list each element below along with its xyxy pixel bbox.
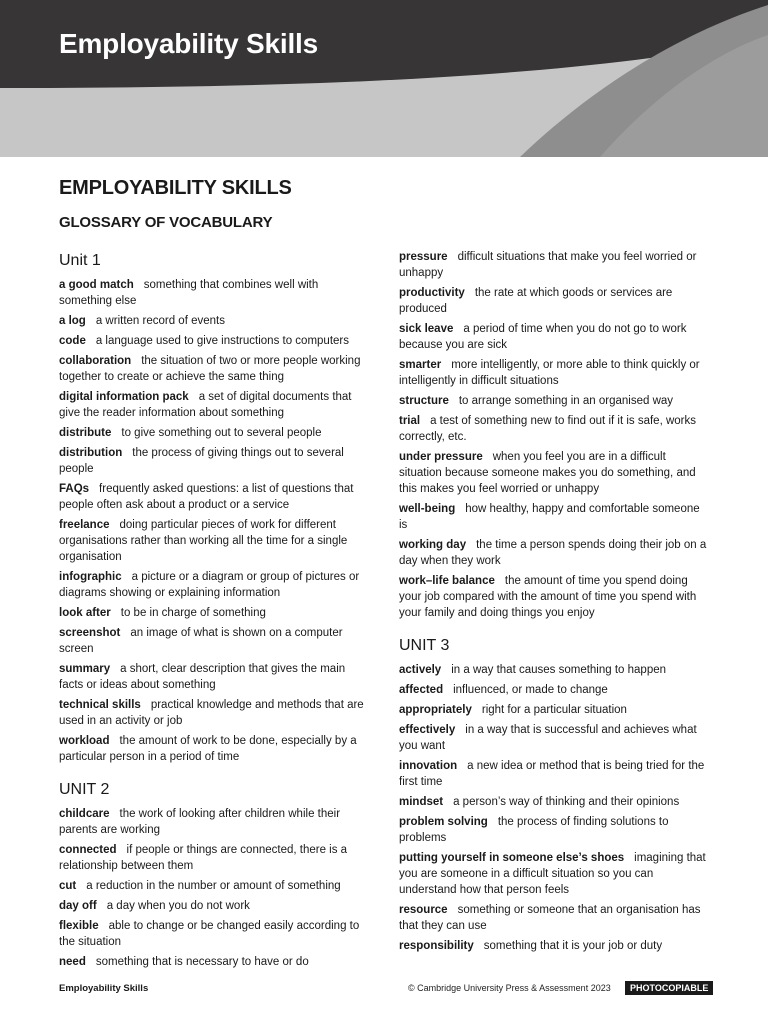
- glossary-term: FAQs: [59, 483, 90, 495]
- glossary-definition: a new idea or method that is being tried for the first time: [399, 760, 705, 788]
- glossary-definition: a written record of events: [95, 315, 225, 327]
- glossary-definition: the process of finding solutions to problems: [399, 816, 669, 844]
- banner-title: Employability Skills: [59, 28, 318, 59]
- glossary-term: problem solving: [399, 816, 488, 828]
- glossary-term: screenshot: [59, 627, 121, 639]
- glossary-entry: [399, 758, 711, 790]
- glossary-entry: [59, 842, 371, 874]
- glossary-entry: [399, 321, 711, 353]
- glossary-entry: [399, 794, 711, 810]
- glossary-term: collaboration: [59, 355, 132, 367]
- glossary-entry: [399, 537, 711, 569]
- glossary-entry: [59, 806, 371, 838]
- glossary-entry: [59, 569, 371, 601]
- glossary-term: smarter: [399, 359, 442, 371]
- glossary-entry: [59, 898, 371, 914]
- glossary-definition: a person’s way of thinking and their opinions: [453, 796, 680, 808]
- glossary-definition: the situation of two or more people working together to create or achieve the same thing: [59, 355, 361, 383]
- glossary-term: sick leave: [399, 323, 454, 335]
- glossary-definition: frequently asked questions: a list of questions that people often ask about a product or a service: [59, 483, 354, 511]
- glossary-entry: [399, 682, 711, 698]
- glossary-term: putting yourself in someone else’s shoes: [399, 852, 625, 864]
- glossary-entry: [59, 353, 371, 385]
- glossary-entry: [59, 733, 371, 765]
- glossary-definition: to give something out to several people: [121, 427, 322, 439]
- glossary-term: look after: [59, 607, 111, 619]
- glossary-term: appropriately: [399, 704, 472, 716]
- glossary-term: resource: [399, 904, 448, 916]
- glossary-entry: [59, 425, 371, 441]
- glossary-definition: the process of giving things out to several people: [59, 447, 344, 475]
- glossary-entry: [399, 938, 711, 954]
- unit-heading: Unit 1: [59, 252, 101, 269]
- glossary-definition: if people or things are connected, there is a relationship between them: [59, 844, 348, 872]
- glossary-definition: the amount of time you spend doing your job compared with the amount of time you spend with your family and doing things you enjoy: [399, 575, 697, 619]
- glossary-entry: [399, 814, 711, 846]
- glossary-entry: [399, 285, 711, 317]
- glossary-term: a good match: [59, 279, 134, 291]
- glossary-entry: [399, 413, 711, 445]
- glossary-definition: difficult situations that make you feel worried or unhappy: [399, 251, 697, 279]
- glossary-term: connected: [59, 844, 117, 856]
- page-title: EMPLOYABILITY SKILLS: [59, 177, 292, 199]
- footer-copyright: © Cambridge University Press & Assessment 2023: [408, 983, 611, 993]
- glossary-entry: [59, 389, 371, 421]
- glossary-definition: in a way that causes something to happen: [451, 664, 667, 676]
- glossary-term: effectively: [399, 724, 456, 736]
- glossary-term: pressure: [399, 251, 448, 263]
- glossary-entry: [59, 661, 371, 693]
- glossary-definition: how healthy, happy and comfortable someone is: [399, 503, 700, 531]
- glossary-definition: a language used to give instructions to computers: [95, 335, 349, 347]
- glossary-definition: influenced, or made to change: [453, 684, 608, 696]
- glossary-entry: [59, 954, 371, 970]
- glossary-term: technical skills: [59, 699, 141, 711]
- glossary-definition: a test of something new to find out if it is safe, works correctly, etc.: [399, 415, 696, 443]
- glossary-left-column: [59, 250, 371, 974]
- glossary-term: under pressure: [399, 451, 483, 463]
- glossary-term: actively: [399, 664, 442, 676]
- glossary-definition: a period of time when you do not go to work because you are sick: [399, 323, 687, 351]
- glossary-term: workload: [59, 735, 110, 747]
- glossary-entry: [59, 313, 371, 329]
- glossary-entry: [59, 878, 371, 894]
- unit-heading: UNIT 2: [59, 781, 110, 798]
- glossary-term: summary: [59, 663, 111, 675]
- glossary-term: working day: [399, 539, 467, 551]
- glossary-term: freelance: [59, 519, 110, 531]
- glossary-definition: imagining that you are someone in a difficult situation so you can understand how that person feels: [399, 852, 706, 896]
- glossary-definition: a day when you do not work: [106, 900, 250, 912]
- glossary-entry: [59, 445, 371, 477]
- glossary-entry: [399, 850, 711, 898]
- glossary-term: affected: [399, 684, 444, 696]
- glossary-term: mindset: [399, 796, 444, 808]
- glossary-definition: a set of digital documents that give the reader information about something: [59, 391, 352, 419]
- glossary-definition: right for a particular situation: [481, 704, 627, 716]
- glossary-entry: [59, 918, 371, 950]
- glossary-term: productivity: [399, 287, 465, 299]
- glossary-term: work–life balance: [399, 575, 495, 587]
- glossary-term: innovation: [399, 760, 458, 772]
- glossary-definition: something that combines well with something else: [59, 279, 319, 307]
- glossary-term: need: [59, 956, 86, 968]
- glossary-definition: in a way that is successful and achieves what you want: [399, 724, 697, 752]
- glossary-term: day off: [59, 900, 97, 912]
- glossary-term: responsibility: [399, 940, 474, 952]
- glossary-definition: when you feel you are in a difficult situation because someone makes you do something, and this makes you feel worried or unhappy: [399, 451, 696, 495]
- glossary-term: well-being: [399, 503, 456, 515]
- glossary-definition: something or someone that an organisation has that they can use: [399, 904, 701, 932]
- glossary-term: distribution: [59, 447, 123, 459]
- glossary-term: distribute: [59, 427, 112, 439]
- page-subtitle: GLOSSARY OF VOCABULARY: [59, 214, 273, 231]
- banner-graphic: [0, 0, 768, 157]
- glossary-entry: [59, 277, 371, 309]
- glossary-right-column: [399, 249, 711, 958]
- glossary-entry: [59, 517, 371, 565]
- glossary-term: childcare: [59, 808, 110, 820]
- glossary-definition: to arrange something in an organised way: [458, 395, 674, 407]
- glossary-term: digital information pack: [59, 391, 189, 403]
- glossary-term: structure: [399, 395, 449, 407]
- glossary-term: a log: [59, 315, 86, 327]
- glossary-entry: [59, 333, 371, 349]
- glossary-definition: more intelligently, or more able to think quickly or intelligently in difficult situations: [399, 359, 700, 387]
- glossary-definition: the time a person spends doing their job on a day when they work: [399, 539, 707, 567]
- glossary-entry: [59, 481, 371, 513]
- glossary-entry: [399, 722, 711, 754]
- glossary-entry: [399, 357, 711, 389]
- glossary-entry: [59, 605, 371, 621]
- glossary-definition: to be in charge of something: [120, 607, 266, 619]
- glossary-entry: [399, 573, 711, 621]
- glossary-definition: able to change or be changed easily according to the situation: [59, 920, 360, 948]
- glossary-entry: [399, 702, 711, 718]
- photocopiable-badge: PHOTOCOPIABLE: [625, 981, 713, 995]
- glossary-term: cut: [59, 880, 77, 892]
- glossary-definition: the amount of work to be done, especially by a particular person in a period of time: [59, 735, 357, 763]
- glossary-definition: something that is necessary to have or do: [95, 956, 309, 968]
- glossary-definition: an image of what is shown on a computer screen: [59, 627, 343, 655]
- glossary-term: code: [59, 335, 86, 347]
- glossary-term: trial: [399, 415, 421, 427]
- footer-title: Employability Skills: [59, 983, 149, 994]
- glossary-definition: doing particular pieces of work for different organisations rather than working all the time for a single organisation: [59, 519, 348, 563]
- glossary-definition: the work of looking after children while their parents are working: [59, 808, 341, 836]
- glossary-entry: [399, 662, 711, 678]
- glossary-entry: [399, 449, 711, 497]
- glossary-entry: [399, 249, 711, 281]
- glossary-term: flexible: [59, 920, 99, 932]
- glossary-definition: a picture or a diagram or group of pictures or diagrams showing or explaining information: [59, 571, 360, 599]
- glossary-entry: [59, 697, 371, 729]
- glossary-definition: a reduction in the number or amount of something: [86, 880, 341, 892]
- glossary-entry: [59, 625, 371, 657]
- unit-heading: UNIT 3: [399, 637, 450, 654]
- glossary-entry: [399, 902, 711, 934]
- glossary-definition: the rate at which goods or services are produced: [399, 287, 673, 315]
- glossary-definition: practical knowledge and methods that are used in an activity or job: [59, 699, 364, 727]
- glossary-definition: something that it is your job or duty: [483, 940, 663, 952]
- header-banner: [0, 0, 768, 157]
- glossary-definition: a short, clear description that gives the main facts or ideas about something: [59, 663, 346, 691]
- glossary-entry: [399, 393, 711, 409]
- glossary-term: infographic: [59, 571, 122, 583]
- glossary-entry: [399, 501, 711, 533]
